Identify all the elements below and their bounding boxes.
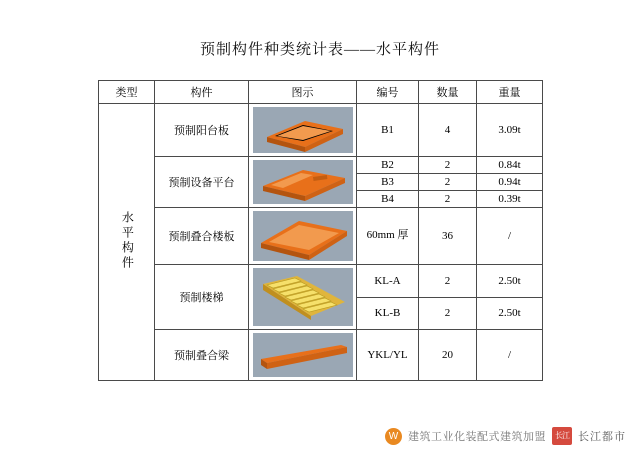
table-row <box>99 208 543 265</box>
wechat-icon: W <box>385 428 402 445</box>
component-statistics-table <box>98 80 543 381</box>
composite-beam-3d-thumb <box>249 330 356 380</box>
table-row <box>99 104 543 157</box>
table-row <box>99 330 543 381</box>
qty-cell: 2 <box>419 265 477 298</box>
header-image: 图示 <box>249 81 357 104</box>
component-image-cell <box>249 104 357 157</box>
header-qty: 数量 <box>419 81 477 104</box>
header-weight: 重量 <box>477 81 543 104</box>
equipment-platform-3d-icon <box>253 160 353 204</box>
qty-cell: 2 <box>419 174 477 191</box>
weight-cell: 2.50t <box>477 297 543 330</box>
precast-stair-3d-thumb <box>249 265 356 329</box>
watermark-logo-text: 长江都市 <box>578 431 626 443</box>
component-name: 预制叠合楼板 <box>155 208 249 265</box>
weight-cell: 0.94t <box>477 174 543 191</box>
composite-beam-3d-icon <box>253 333 353 377</box>
component-name: 预制楼梯 <box>155 265 249 330</box>
table-row <box>99 157 543 174</box>
code-cell: B1 <box>357 104 419 157</box>
table-row <box>99 265 543 298</box>
footer-bar <box>0 419 640 453</box>
watermark <box>385 427 626 445</box>
code-cell: KL-B <box>357 297 419 330</box>
code-cell: B2 <box>357 157 419 174</box>
qty-cell: 2 <box>419 191 477 208</box>
watermark-account-text: 建筑工业化装配式建筑加盟 <box>408 431 546 443</box>
component-image-cell <box>249 330 357 381</box>
code-cell: 60mm 厚 <box>357 208 419 265</box>
type-cell <box>99 104 155 381</box>
code-cell: B4 <box>357 191 419 208</box>
type-label: 水平构件 <box>120 210 135 271</box>
component-image-cell <box>249 265 357 330</box>
weight-cell: 0.84t <box>477 157 543 174</box>
qty-cell: 2 <box>419 297 477 330</box>
header-type: 类型 <box>99 81 155 104</box>
component-name: 预制阳台板 <box>155 104 249 157</box>
header-component: 构件 <box>155 81 249 104</box>
weight-cell: 0.39t <box>477 191 543 208</box>
qty-cell: 2 <box>419 157 477 174</box>
table-header-row <box>99 81 543 104</box>
qty-cell: 20 <box>419 330 477 381</box>
weight-cell: / <box>477 208 543 265</box>
composite-floor-slab-3d-icon <box>253 211 353 261</box>
component-image-cell <box>249 157 357 208</box>
equipment-platform-3d-thumb <box>249 157 356 207</box>
weight-cell: 2.50t <box>477 265 543 298</box>
component-name: 预制设备平台 <box>155 157 249 208</box>
weight-cell: 3.09t <box>477 104 543 157</box>
qty-cell: 36 <box>419 208 477 265</box>
header-code: 编号 <box>357 81 419 104</box>
balcony-slab-3d-icon <box>253 107 353 153</box>
component-name: 预制叠合梁 <box>155 330 249 381</box>
code-cell: YKL/YL <box>357 330 419 381</box>
changjiang-logo-icon: 长江 <box>552 427 572 445</box>
page-title: 预制构件种类统计表——水平构件 <box>199 42 440 58</box>
balcony-slab-3d-thumb <box>249 104 356 156</box>
precast-stair-3d-icon <box>253 268 353 326</box>
composite-floor-slab-3d-thumb <box>249 208 356 264</box>
component-image-cell <box>249 208 357 265</box>
qty-cell: 4 <box>419 104 477 157</box>
code-cell: KL-A <box>357 265 419 298</box>
weight-cell: / <box>477 330 543 381</box>
code-cell: B3 <box>357 174 419 191</box>
